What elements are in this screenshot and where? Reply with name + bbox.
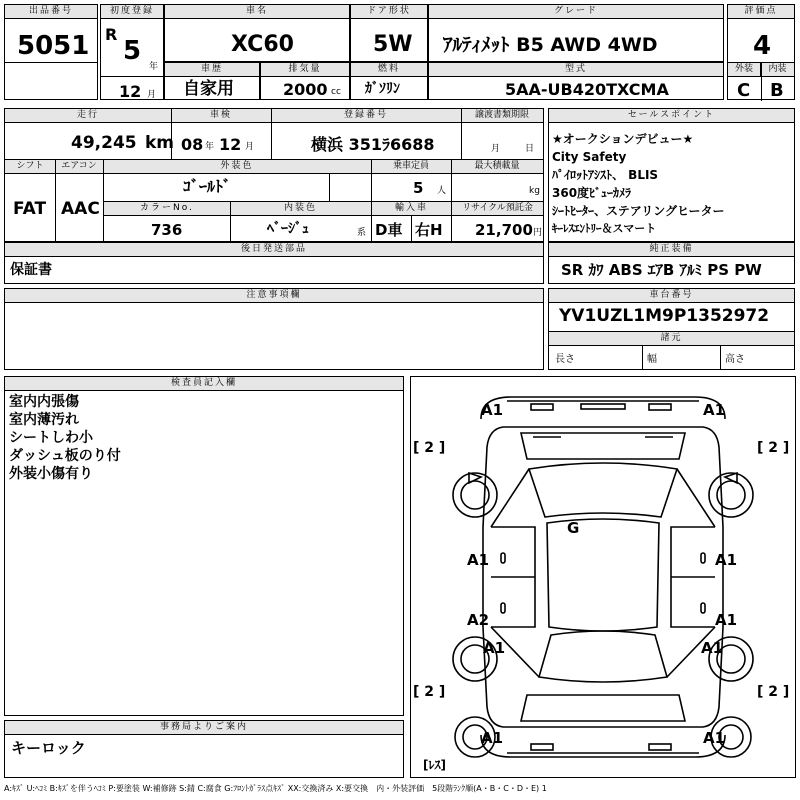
capacity-value: 5 (413, 179, 424, 197)
first-reg-header: 初度登録 (101, 5, 163, 19)
mark-door-left-rear: A2 (467, 611, 490, 629)
sales-line-6: ｷｰﾚｽｴﾝﾄﾘｰ＆スマート (552, 222, 657, 235)
import-value-2: 右H (415, 221, 443, 239)
transfer-header: 譲渡書類期限 (461, 109, 543, 123)
inspection-month-unit: 月 (245, 142, 255, 152)
score-int-value: B (770, 80, 784, 101)
inspector-box (4, 376, 404, 716)
later-parts-header: 後日発送部品 (5, 243, 543, 257)
color-no-header: カラーNo. (104, 202, 230, 216)
mark-quarter-left: A1 (483, 639, 506, 657)
office-header: 事務局よりご案内 (5, 721, 403, 735)
mark-front-left: A1 (481, 401, 504, 419)
doors-box (350, 4, 428, 62)
sales-points-box (548, 108, 795, 242)
transfer-day-unit: 日 (525, 144, 535, 154)
score-ext-header: 外装 (728, 63, 761, 77)
capacity-header: 乗車定員 (371, 160, 451, 174)
capacity-unit: 人 (437, 186, 447, 196)
lot-number: 5051 (17, 31, 90, 61)
fuel-box (350, 62, 428, 100)
mark-front-right: A1 (703, 401, 726, 419)
displacement-header: 排気量 (261, 63, 349, 77)
score-int-header: 内装 (761, 63, 794, 77)
displacement-value: 2000 (283, 80, 328, 99)
later-parts-value: 保証書 (10, 262, 52, 278)
plate-header: 登録番号 (271, 109, 461, 123)
sales-line-2: City Safety (552, 150, 627, 164)
grade-box (428, 4, 724, 62)
ext-color-value: ｺﾞｰﾙﾄﾞ (183, 177, 232, 196)
grade-value: ｱﾙﾃｨﾒｯﾄ B5 AWD 4WD (443, 34, 658, 56)
transfer-month-unit: 月 (491, 144, 501, 154)
first-reg-era: R (105, 25, 118, 44)
inspection-year-unit: 年 (205, 142, 215, 152)
doors-header: ドア形状 (351, 5, 427, 19)
genuine-box (548, 242, 795, 284)
sales-line-1: ★オークションデビュー★ (552, 132, 694, 146)
inspector-line-1: 室内内張傷 (9, 394, 79, 410)
inspection-month: 12 (219, 135, 242, 154)
displacement-box (260, 62, 350, 100)
spec-length: 長さ (555, 354, 575, 365)
model-header: 車名 (165, 5, 349, 19)
lot-header: 出品番号 (5, 5, 97, 19)
legend: A:ｷｽﾞ U:ﾍｺﾐ B:ｷｽﾞを伴うﾍｺﾐ P:要塗装 W:補修跡 S:錆 C:腐食 G:ﾌﾛﾝﾄｶﾞﾗｽ点ｷｽﾞ XX:交換済み X:要交換 内・外装評価 5段階ﾗﾝｸ順(A・B・C・D・E) 1 (4, 784, 547, 793)
front-grille-left (531, 404, 553, 410)
sales-line-3: ﾊﾟｲﾛｯﾄｱｼｽﾄ、 BLIS (552, 168, 659, 182)
score-ext-value: C (737, 80, 751, 101)
bracket-front-right: [ 2 ] (757, 440, 790, 456)
chassis-header: 車台番号 (549, 289, 794, 303)
max-load-header: 最大積載量 (451, 160, 543, 174)
model-box (164, 4, 350, 62)
mileage-value: 49,245 (71, 133, 137, 153)
inspector-line-2: 室内薄汚れ (9, 412, 79, 428)
shift-header: シフト (5, 160, 55, 174)
first-reg-year-unit: 年 (149, 62, 159, 72)
type-code-box (428, 62, 724, 100)
office-value: キーロック (11, 739, 86, 757)
history-value: 自家用 (183, 79, 234, 99)
color-no-value: 736 (151, 221, 183, 239)
grade-header: グレード (429, 5, 723, 19)
info-grid (4, 108, 544, 242)
ext-color-header: 外装色 (103, 160, 371, 174)
fuel-value: ｶﾞｿﾘﾝ (365, 81, 400, 97)
mark-door-left-front: A1 (467, 551, 490, 569)
car-diagram-box (410, 376, 796, 778)
bracket-rear-right: [ 2 ] (757, 684, 790, 700)
inspection-header: 車検 (171, 109, 271, 123)
fuel-header: 燃料 (351, 63, 427, 77)
history-header: 車歴 (165, 63, 259, 77)
score-header: 評価点 (728, 5, 794, 19)
doors-value: 5W (373, 32, 413, 57)
mark-rear-left: A1 (481, 729, 504, 747)
sales-line-4: 360度ﾋﾞｭｰｶﾒﾗ (552, 186, 632, 200)
genuine-value: SR ｶﾜ ABS ｴｱB ｱﾙﾐ PS PW (561, 261, 762, 279)
inspector-line-3: シートしわ小 (9, 430, 93, 446)
mileage-unit: km (145, 133, 175, 153)
later-parts-box (4, 242, 544, 284)
recycle-unit: 円 (533, 228, 543, 238)
displacement-unit: cc (331, 87, 341, 97)
first-reg-box (100, 4, 164, 100)
chassis-box (548, 288, 795, 370)
int-color-unit: 系 (357, 228, 367, 238)
inspector-header: 検査員記入欄 (5, 377, 403, 391)
type-code-header: 型式 (429, 63, 723, 77)
genuine-header: 純正装備 (549, 243, 794, 257)
mileage-header: 走行 (5, 109, 171, 123)
first-reg-year: 5 (123, 36, 142, 66)
notes-header: 注意事項欄 (5, 289, 543, 303)
plate-value: 横浜 351ﾗ6688 (311, 135, 435, 154)
score-box (727, 4, 795, 100)
import-value-1: D車 (375, 221, 403, 239)
inspector-line-5: 外装小傷有り (9, 466, 93, 482)
shift-value: FAT (13, 199, 47, 219)
aircon-header: エアコン (55, 160, 103, 174)
mark-door-right-front: A1 (715, 551, 738, 569)
int-color-header: 内装色 (230, 202, 371, 216)
notes-box (4, 288, 544, 370)
lot-box (4, 4, 98, 100)
recycle-header: リサイクル預託金 (452, 202, 543, 216)
sales-points-header: セールスポイント (549, 109, 794, 123)
mark-door-right-rear: A1 (715, 611, 738, 629)
score-value: 4 (753, 31, 772, 61)
inspector-line-4: ダッシュ板のり付 (9, 448, 121, 464)
bracket-spare: [ﾚｽ] (423, 758, 446, 772)
mark-rear-right: A1 (703, 729, 726, 747)
front-grille-right (649, 404, 671, 410)
sales-line-5: ｼｰﾄﾋｰﾀｰ、ステアリングヒーター (552, 204, 725, 218)
office-box (4, 720, 404, 778)
import-header: 輸入車 (372, 202, 451, 216)
bracket-front-left: [ 2 ] (413, 440, 446, 456)
first-reg-month: 12 (119, 82, 142, 101)
chassis-value: YV1UZL1M9P1352972 (559, 306, 770, 326)
spec-height: 高さ (725, 354, 745, 365)
max-load-unit: kg (529, 186, 540, 196)
mark-quarter-right: A1 (701, 639, 724, 657)
car-diagram (411, 377, 795, 777)
int-color-value: ﾍﾞｰｼﾞｭ (267, 221, 309, 237)
first-reg-month-unit: 月 (147, 90, 157, 100)
history-box (164, 62, 260, 100)
mark-windshield: G (567, 519, 580, 537)
spec-width: 幅 (647, 354, 657, 365)
specs-header: 諸元 (549, 332, 794, 346)
windshield-shape (529, 463, 677, 517)
inspection-year: 08 (181, 135, 204, 154)
aircon-value: AAC (61, 199, 100, 219)
model-value: XC60 (231, 32, 294, 57)
bracket-rear-left: [ 2 ] (413, 684, 446, 700)
type-code-value: 5AA-UB420TXCMA (505, 80, 669, 99)
recycle-value: 21,700 (475, 221, 533, 239)
